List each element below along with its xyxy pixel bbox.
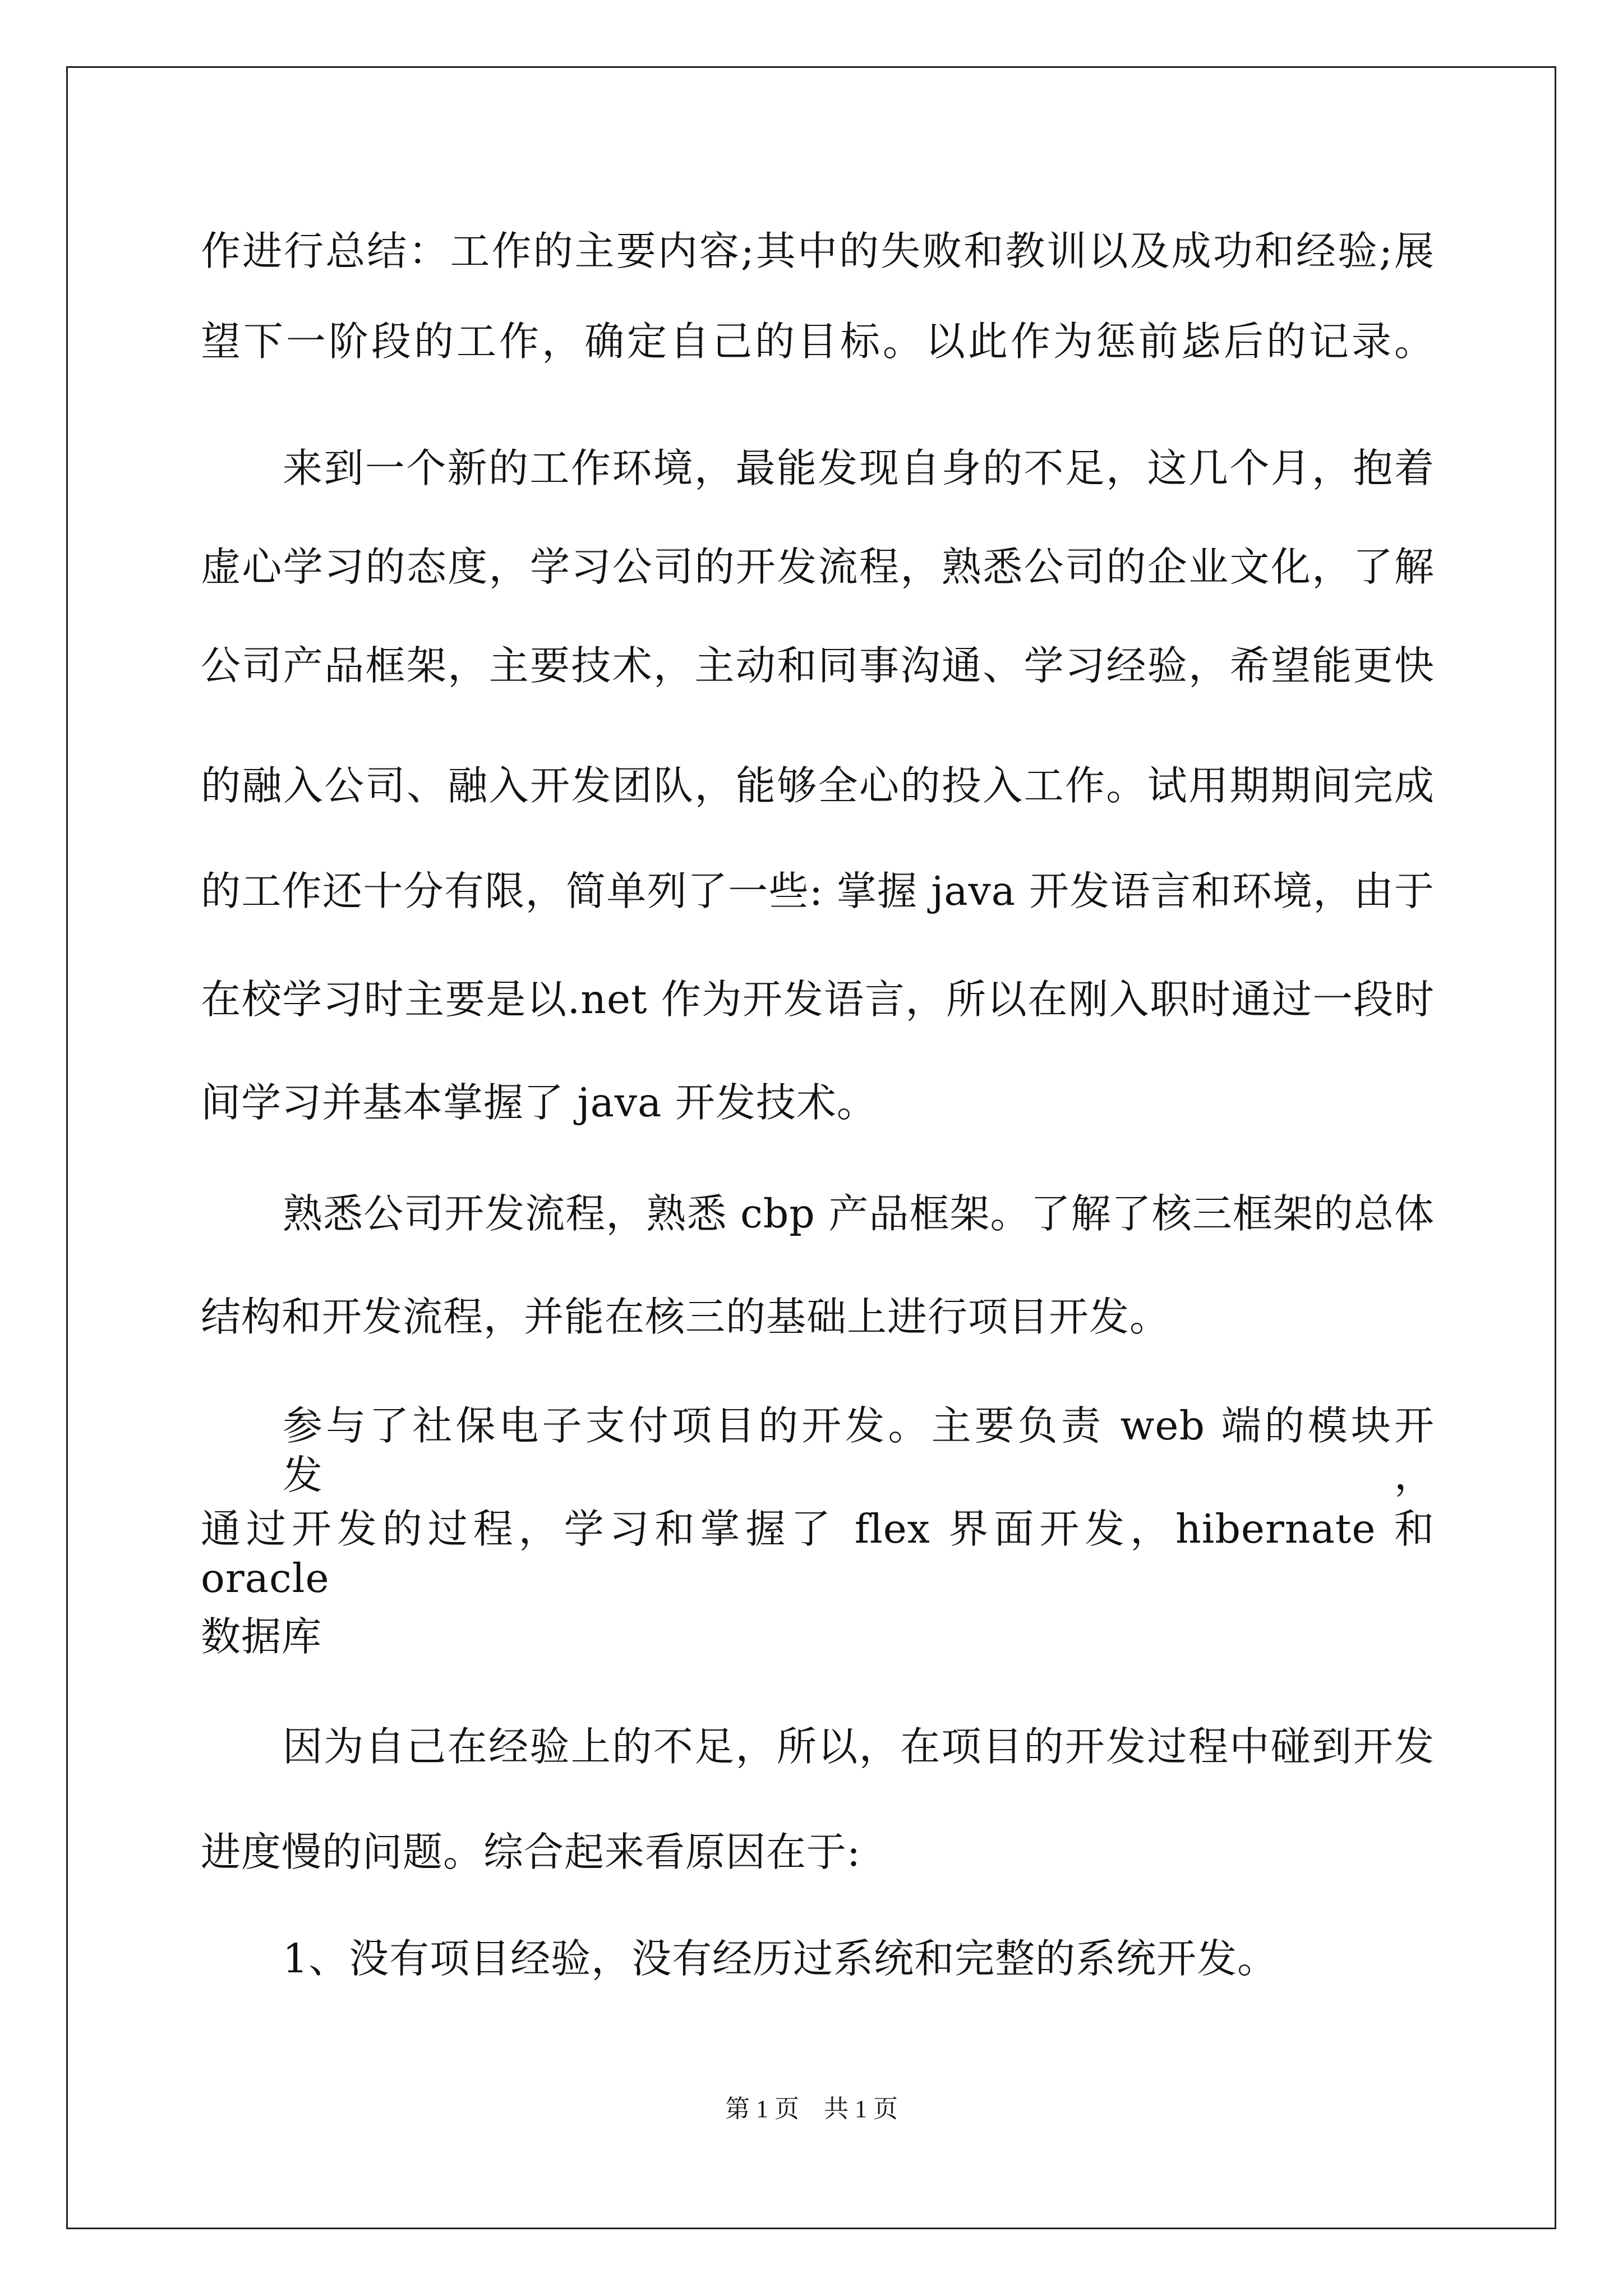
paragraph-first-line: 因为自己在经验上的不足，所以，在项目的开发过程中碰到开发: [283, 1723, 1435, 1770]
page-border: [66, 66, 1556, 2229]
page-number-footer: 第 1 页 共 1 页: [725, 2095, 898, 2123]
text-line: 进度慢的问题。综合起来看原因在于:: [201, 1829, 861, 1875]
text-line: 的融入公司、融入开发团队，能够全心的投入工作。试用期期间完成: [201, 762, 1435, 809]
text-line: 虚心学习的态度，学习公司的开发流程，熟悉公司的企业文化，了解: [201, 544, 1435, 590]
paragraph-first-line: 熟悉公司开发流程，熟悉 cbp 产品框架。了解了核三框架的总体: [283, 1190, 1435, 1237]
text-line: 结构和开发流程，并能在核三的基础上进行项目开发。: [201, 1294, 1170, 1340]
text-line: 作进行总结：工作的主要内容;其中的失败和教训以及成功和经验;展: [201, 228, 1435, 274]
text-line: 通过开发的过程，学习和掌握了 flex 界面开发，hibernate 和 oracle: [201, 1506, 1435, 1602]
paragraph-first-line: 来到一个新的工作环境，最能发现自身的不足，这几个月，抱着: [283, 445, 1435, 491]
list-item: 1、没有项目经验，没有经历过系统和完整的系统开发。: [283, 1935, 1278, 1982]
paragraph-first-line: 参与了社保电子支付项目的开发。主要负责 web 端的模块开发，: [283, 1402, 1435, 1498]
text-line: 望下一阶段的工作，确定自己的目标。以此作为惩前毖后的记录。: [201, 318, 1435, 365]
text-line: 数据库: [201, 1613, 322, 1660]
text-line: 间学习并基本掌握了 java 开发技术。: [201, 1079, 877, 1126]
text-line: 公司产品框架，主要技术，主动和同事沟通、学习经验，希望能更快: [201, 642, 1435, 689]
text-line: 的工作还十分有限，简单列了一些: 掌握 java 开发语言和环境，由于: [201, 868, 1435, 914]
text-line: 在校学习时主要是以.net 作为开发语言，所以在刚入职时通过一段时: [201, 976, 1435, 1023]
